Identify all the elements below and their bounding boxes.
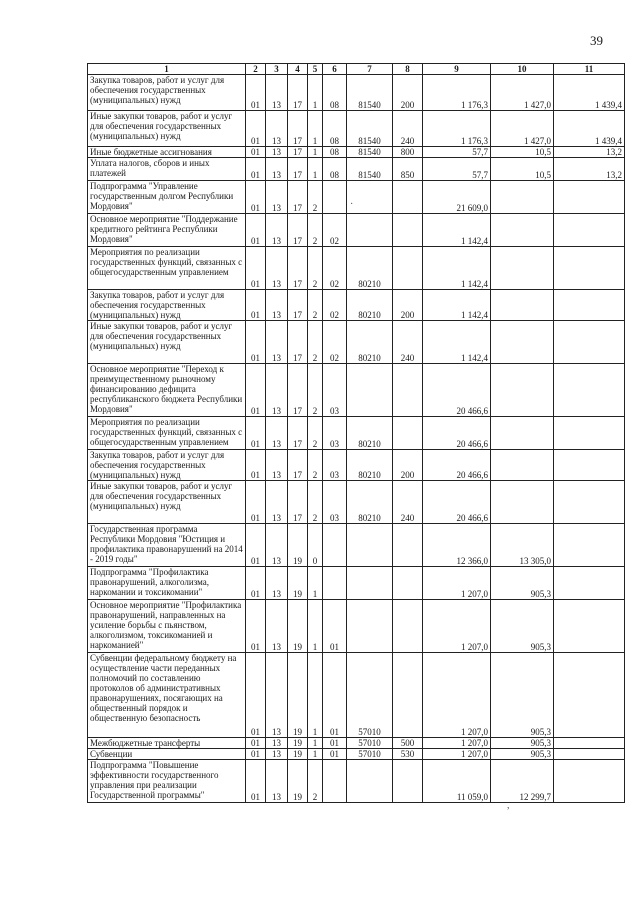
row-value-cell: 13 [266, 600, 288, 653]
row-value-cell: 1 [308, 749, 323, 760]
row-value-cell: 200 [393, 450, 423, 481]
table-row [88, 158, 625, 181]
row-value-cell: 01 [246, 321, 266, 364]
column-header-8: 8 [393, 64, 423, 75]
row-value-cell: 13 [266, 749, 288, 760]
row-name-cell: Иные закупки товаров, работ и услуг для обеспечения государственных (муниципальных) нужд [88, 481, 246, 524]
row-value-cell [393, 417, 423, 450]
table-row [88, 364, 625, 417]
row-value-cell: 17 [288, 321, 308, 364]
row-value-cell [554, 214, 625, 247]
table-row [88, 290, 625, 321]
row-value-cell [554, 181, 625, 214]
row-value-cell: 17 [288, 214, 308, 247]
row-value-cell: 240 [393, 481, 423, 524]
row-value-cell [554, 417, 625, 450]
row-value-cell: 01 [246, 214, 266, 247]
row-value-cell [554, 247, 625, 290]
row-value-cell [491, 290, 554, 321]
row-name-cell: Подпрограмма "Профилактика правонарушений, алкоголизма, наркомании и токсикомании" [88, 567, 246, 600]
row-value-cell: 1 [308, 111, 323, 147]
row-value-cell: 01 [246, 364, 266, 417]
row-value-cell [554, 450, 625, 481]
row-value-cell: 08 [323, 158, 347, 181]
row-name-cell: Уплата налогов, сборов и иных платежей [88, 158, 246, 181]
row-value-cell [323, 567, 347, 600]
row-value-cell: 02 [323, 247, 347, 290]
row-value-cell: 01 [246, 417, 266, 450]
column-header-7: 7 [347, 64, 393, 75]
row-value-cell [491, 450, 554, 481]
row-value-cell [554, 364, 625, 417]
row-value-cell: 03 [323, 481, 347, 524]
row-value-cell: 13 [266, 760, 288, 803]
row-value-cell: 200 [393, 75, 423, 111]
page-number: 39 [590, 33, 603, 48]
row-value-cell: 20 466,6 [423, 450, 491, 481]
row-value-cell: 13 [266, 567, 288, 600]
row-value-cell: 01 [246, 653, 266, 738]
row-value-cell: 01 [246, 567, 266, 600]
row-value-cell: 19 [288, 749, 308, 760]
row-value-cell: 17 [288, 290, 308, 321]
row-value-cell: 13 [266, 111, 288, 147]
pen-mark: , [507, 800, 510, 811]
row-value-cell: 17 [288, 364, 308, 417]
column-header-1: 1 [88, 64, 246, 75]
row-value-cell: 13 [266, 417, 288, 450]
row-value-cell: 19 [288, 524, 308, 567]
row-name-cell: Закупка товаров, работ и услуг для обеспечения государственных (муниципальных) нужд [88, 450, 246, 481]
row-value-cell: 2 [308, 290, 323, 321]
column-header-3: 3 [266, 64, 288, 75]
row-value-cell: 1 [308, 158, 323, 181]
row-value-cell: 80210 [347, 417, 393, 450]
row-value-cell: 13 [266, 321, 288, 364]
row-name-cell: Субвенции [88, 749, 246, 760]
row-value-cell [393, 567, 423, 600]
row-value-cell: 57010 [347, 749, 393, 760]
row-value-cell: 1 142,4 [423, 247, 491, 290]
row-value-cell: 08 [323, 75, 347, 111]
row-value-cell: 1 176,3 [423, 111, 491, 147]
row-value-cell: 17 [288, 147, 308, 158]
row-value-cell: 17 [288, 111, 308, 147]
table-row [88, 247, 625, 290]
row-name-cell: Основное мероприятие "Поддержание кредитного рейтинга Республики Мордовия" [88, 214, 246, 247]
row-name-cell: Иные закупки товаров, работ и услуг для обеспечения государственных (муниципальных) нужд [88, 321, 246, 364]
row-value-cell: 01 [246, 760, 266, 803]
row-value-cell: 17 [288, 417, 308, 450]
row-value-cell: 20 466,6 [423, 364, 491, 417]
row-value-cell: 01 [246, 749, 266, 760]
row-value-cell [554, 567, 625, 600]
row-value-cell: 1 207,0 [423, 567, 491, 600]
row-value-cell: 17 [288, 75, 308, 111]
row-value-cell: 81540 [347, 75, 393, 111]
row-value-cell: 1 207,0 [423, 653, 491, 738]
row-value-cell: 01 [246, 600, 266, 653]
row-value-cell: 1 176,3 [423, 75, 491, 111]
table-row [88, 417, 625, 450]
table-row [88, 75, 625, 111]
row-value-cell: 01 [323, 749, 347, 760]
row-value-cell [393, 181, 423, 214]
row-value-cell: 01 [246, 738, 266, 749]
row-value-cell: 800 [393, 147, 423, 158]
row-value-cell: 01 [246, 158, 266, 181]
row-value-cell: 13 [266, 290, 288, 321]
row-value-cell: 17 [288, 450, 308, 481]
row-value-cell: 17 [288, 481, 308, 524]
row-value-cell: 13 305,0 [491, 524, 554, 567]
column-header-4: 4 [288, 64, 308, 75]
row-name-cell: Закупка товаров, работ и услуг для обеспечения государственных (муниципальных) нужд [88, 290, 246, 321]
table-row [88, 214, 625, 247]
row-value-cell: 13 [266, 481, 288, 524]
row-value-cell: 530 [393, 749, 423, 760]
row-value-cell: 81540 [347, 158, 393, 181]
table-row [88, 481, 625, 524]
row-value-cell: 1 142,4 [423, 321, 491, 364]
row-name-cell: Закупка товаров, работ и услуг для обеспечения государственных (муниципальных) нужд [88, 75, 246, 111]
row-value-cell: 1 207,0 [423, 738, 491, 749]
row-value-cell: 905,3 [491, 600, 554, 653]
row-value-cell: 2 [308, 417, 323, 450]
row-value-cell: 13,2 [554, 147, 625, 158]
row-value-cell: 02 [323, 321, 347, 364]
row-value-cell: 08 [323, 111, 347, 147]
row-name-cell: Иные закупки товаров, работ и услуг для обеспечения государственных (муниципальных) нужд [88, 111, 246, 147]
row-value-cell: 2 [308, 321, 323, 364]
row-value-cell: 01 [246, 247, 266, 290]
row-value-cell [393, 653, 423, 738]
row-value-cell [393, 214, 423, 247]
row-value-cell [554, 738, 625, 749]
row-value-cell: 01 [323, 738, 347, 749]
row-value-cell: 03 [323, 450, 347, 481]
row-value-cell: 12 366,0 [423, 524, 491, 567]
row-value-cell [491, 181, 554, 214]
row-value-cell: 1 [308, 567, 323, 600]
row-value-cell: 81540 [347, 111, 393, 147]
table-body [88, 75, 625, 803]
table-row [88, 738, 625, 749]
row-value-cell: 08 [323, 147, 347, 158]
row-value-cell: 80210 [347, 481, 393, 524]
row-value-cell: 11 059,0 [423, 760, 491, 803]
row-value-cell [393, 760, 423, 803]
row-value-cell: 850 [393, 158, 423, 181]
row-value-cell: 2 [308, 760, 323, 803]
row-value-cell [491, 214, 554, 247]
row-value-cell: 13 [266, 653, 288, 738]
row-value-cell [323, 524, 347, 567]
row-value-cell: 19 [288, 567, 308, 600]
row-value-cell: 2 [308, 181, 323, 214]
row-value-cell [491, 247, 554, 290]
row-value-cell: 20 466,6 [423, 481, 491, 524]
row-value-cell: 17 [288, 158, 308, 181]
row-value-cell: 13,2 [554, 158, 625, 181]
row-value-cell [393, 364, 423, 417]
row-value-cell: 81540 [347, 147, 393, 158]
row-value-cell: 57,7 [423, 147, 491, 158]
row-value-cell: 01 [246, 481, 266, 524]
budget-table [87, 63, 625, 803]
row-value-cell: 1 [308, 75, 323, 111]
column-header-5: 5 [308, 64, 323, 75]
row-value-cell [554, 321, 625, 364]
row-value-cell: 2 [308, 450, 323, 481]
row-value-cell: 20 466,6 [423, 417, 491, 450]
row-value-cell: 17 [288, 181, 308, 214]
row-value-cell: 2 [308, 481, 323, 524]
row-value-cell: 03 [323, 417, 347, 450]
row-name-cell: Подпрограмма "Управление государственным долгом Республики Мордовия" [88, 181, 246, 214]
row-value-cell: 1 142,4 [423, 290, 491, 321]
row-value-cell: 1 427,0 [491, 75, 554, 111]
row-value-cell: 19 [288, 600, 308, 653]
row-value-cell: 13 [266, 214, 288, 247]
row-value-cell: 01 [323, 600, 347, 653]
row-value-cell: 57010 [347, 653, 393, 738]
row-value-cell: 17 [288, 247, 308, 290]
row-value-cell: 12 299,7 [491, 760, 554, 803]
row-value-cell: 13 [266, 247, 288, 290]
row-value-cell: 13 [266, 524, 288, 567]
table-row [88, 181, 625, 214]
row-value-cell: 02 [323, 214, 347, 247]
row-value-cell: 19 [288, 760, 308, 803]
row-value-cell: 80210 [347, 247, 393, 290]
header-row [88, 64, 625, 75]
row-value-cell: 13 [266, 147, 288, 158]
row-value-cell: 2 [308, 214, 323, 247]
row-value-cell [347, 567, 393, 600]
row-value-cell: 1 427,0 [491, 111, 554, 147]
row-value-cell: 13 [266, 181, 288, 214]
row-name-cell: Иные бюджетные ассигнования [88, 147, 246, 158]
row-name-cell: Межбюджетные трансферты [88, 738, 246, 749]
row-name-cell: Подпрограмма "Повышение эффективности государственного управления при реализации Государственной программы" [88, 760, 246, 803]
row-value-cell: 21 609,0 [423, 181, 491, 214]
row-value-cell: 1 [308, 738, 323, 749]
table-row [88, 653, 625, 738]
row-name-cell: Основное мероприятие "Переход к преимущественному рыночному финансированию дефицита республиканского бюджета Республики Мордовия" [88, 364, 246, 417]
row-value-cell: 905,3 [491, 738, 554, 749]
table-row [88, 147, 625, 158]
row-value-cell [347, 600, 393, 653]
row-value-cell: 80210 [347, 290, 393, 321]
row-value-cell: 03 [323, 364, 347, 417]
row-name-cell: Мероприятия по реализации государственных функций, связанных с общегосударственным управлением [88, 247, 246, 290]
column-header-11: 11 [554, 64, 625, 75]
pen-mark: · [350, 199, 354, 210]
row-value-cell: 1 [308, 653, 323, 738]
row-value-cell [491, 364, 554, 417]
row-value-cell: 1 [308, 600, 323, 653]
row-value-cell [347, 524, 393, 567]
row-value-cell: 01 [246, 75, 266, 111]
row-value-cell: 905,3 [491, 749, 554, 760]
row-value-cell: 1 207,0 [423, 600, 491, 653]
table-row [88, 321, 625, 364]
row-value-cell: 01 [246, 450, 266, 481]
row-value-cell: 240 [393, 111, 423, 147]
row-value-cell [347, 181, 393, 214]
row-value-cell: 57010 [347, 738, 393, 749]
row-name-cell: Субвенции федеральному бюджету на осуществление части переданных полномочий по составлению протоколов об административных правонарушениях, посягающих на общественный порядок и общественную безопасность [88, 653, 246, 738]
table-row [88, 111, 625, 147]
row-value-cell: 13 [266, 364, 288, 417]
row-value-cell: 01 [246, 147, 266, 158]
row-value-cell [393, 247, 423, 290]
column-header-2: 2 [246, 64, 266, 75]
row-value-cell: 01 [246, 111, 266, 147]
row-name-cell: Государственная программа Республики Мордовия "Юстиция и профилактика правонарушений на 2014 - 2019 годы" [88, 524, 246, 567]
row-value-cell [347, 364, 393, 417]
column-header-10: 10 [491, 64, 554, 75]
row-value-cell [554, 600, 625, 653]
row-value-cell: 19 [288, 653, 308, 738]
row-value-cell: 10,5 [491, 158, 554, 181]
row-value-cell: 13 [266, 75, 288, 111]
row-value-cell: 01 [246, 290, 266, 321]
table-row [88, 760, 625, 803]
row-value-cell: 01 [323, 653, 347, 738]
row-value-cell: 02 [323, 290, 347, 321]
row-value-cell [554, 524, 625, 567]
table-row [88, 524, 625, 567]
table-row [88, 749, 625, 760]
row-value-cell [347, 214, 393, 247]
row-value-cell: 01 [246, 181, 266, 214]
row-name-cell: Основное мероприятие "Профилактика правонарушений, направленных на усиление борьбы с пьянством, алкоголизмом, токсикоманией и наркоманией" [88, 600, 246, 653]
row-value-cell [554, 760, 625, 803]
table-row [88, 600, 625, 653]
row-value-cell [554, 749, 625, 760]
column-header-6: 6 [323, 64, 347, 75]
row-value-cell: 80210 [347, 321, 393, 364]
row-value-cell [323, 760, 347, 803]
table-row [88, 567, 625, 600]
row-value-cell [491, 321, 554, 364]
row-value-cell: 240 [393, 321, 423, 364]
row-value-cell [323, 181, 347, 214]
row-value-cell [491, 481, 554, 524]
row-value-cell: 13 [266, 738, 288, 749]
row-value-cell: 80210 [347, 450, 393, 481]
row-value-cell [347, 760, 393, 803]
row-value-cell: 19 [288, 738, 308, 749]
row-name-cell: Мероприятия по реализации государственных функций, связанных с общегосударственным управлением [88, 417, 246, 450]
table-row [88, 450, 625, 481]
row-value-cell: 500 [393, 738, 423, 749]
row-value-cell [554, 290, 625, 321]
row-value-cell [393, 524, 423, 567]
row-value-cell [491, 417, 554, 450]
row-value-cell: 1 439,4 [554, 75, 625, 111]
row-value-cell: 905,3 [491, 567, 554, 600]
row-value-cell: 2 [308, 247, 323, 290]
row-value-cell: 200 [393, 290, 423, 321]
row-value-cell [554, 481, 625, 524]
row-value-cell [393, 600, 423, 653]
row-value-cell: 2 [308, 364, 323, 417]
row-value-cell: 57,7 [423, 158, 491, 181]
column-header-9: 9 [423, 64, 491, 75]
row-value-cell: 0 [308, 524, 323, 567]
row-value-cell: 1 439,4 [554, 111, 625, 147]
row-value-cell: 13 [266, 450, 288, 481]
row-value-cell: 905,3 [491, 653, 554, 738]
row-value-cell: 1 207,0 [423, 749, 491, 760]
row-value-cell: 10,5 [491, 147, 554, 158]
row-value-cell [554, 653, 625, 738]
row-value-cell: 13 [266, 158, 288, 181]
row-value-cell: 1 [308, 147, 323, 158]
row-value-cell: 1 142,4 [423, 214, 491, 247]
row-value-cell: 01 [246, 524, 266, 567]
